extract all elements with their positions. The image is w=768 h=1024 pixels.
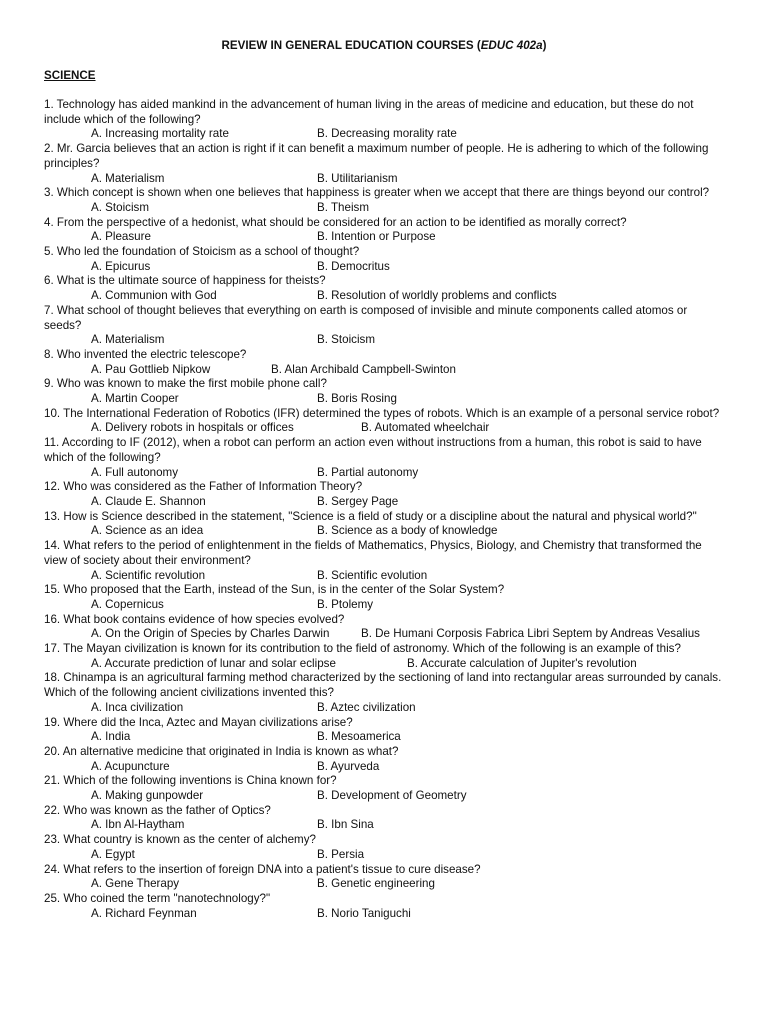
options-row <box>44 760 724 775</box>
title-text: REVIEW IN GENERAL EDUCATION COURSES ( <box>221 39 481 52</box>
section-heading: SCIENCE <box>44 69 96 82</box>
option-b: B. Theism <box>317 200 369 214</box>
option-b: B. Scientific evolution <box>317 568 428 582</box>
question-text: 2. Mr. Garcia believes that an action is right if it can benefit a maximum number of people. He is adhering to which of the following principles? <box>44 142 709 170</box>
question-item <box>44 274 724 303</box>
option-a: A. Science as an idea <box>91 524 204 538</box>
question-text: 13. How is Science described in the statement, "Science is a field of study or a discipline about the natural and physical world?" <box>44 509 697 523</box>
option-b: B. Resolution of worldly problems and conflicts <box>317 289 557 303</box>
options-row <box>44 392 724 407</box>
option-b: B. De Humani Corposis Fabrica Libri Septem by Andreas Vesalius <box>361 627 700 641</box>
options-row <box>44 730 724 745</box>
question-text: 23. What country is known as the center of alchemy? <box>44 833 316 847</box>
options-row <box>44 201 724 216</box>
option-b: B. Persia <box>317 847 365 861</box>
option-b: B. Boris Rosing <box>317 392 397 406</box>
options-row <box>44 172 724 187</box>
options-row <box>44 789 724 804</box>
question-list <box>44 98 724 921</box>
option-b: B. Norio Taniguchi <box>317 906 411 920</box>
question-text: 24. What refers to the insertion of foreign DNA into a patient's tissue to cure disease? <box>44 862 481 876</box>
options-row <box>44 495 724 510</box>
option-a: A. Egypt <box>91 847 135 861</box>
options-row <box>44 569 724 584</box>
option-b: B. Democritus <box>317 259 390 273</box>
option-b: B. Accurate calculation of Jupiter's revolution <box>407 656 637 670</box>
question-item <box>44 348 724 377</box>
question-text: 14. What refers to the period of enlightenment in the fields of Mathematics, Physics, Biology, and Chemistry that transformed the view of society about their environment? <box>44 539 702 567</box>
option-b: B. Development of Geometry <box>317 789 467 803</box>
option-b: B. Ibn Sina <box>317 818 374 832</box>
options-row <box>44 818 724 833</box>
option-b: B. Mesoamerica <box>317 730 401 744</box>
options-row <box>44 421 724 436</box>
question-text: 6. What is the ultimate source of happiness for theists? <box>44 274 326 288</box>
question-item <box>44 510 724 539</box>
question-text: 18. Chinampa is an agricultural farming method characterized by the sectioning of land into rectangular areas surrounded by canals. Which of the following ancient civilizations invented this? <box>44 671 722 700</box>
question-item <box>44 774 724 803</box>
options-row <box>44 333 724 348</box>
question-item <box>44 863 724 892</box>
option-a: A. Gene Therapy <box>91 877 180 891</box>
question-text: 22. Who was known as the father of Optics? <box>44 803 271 817</box>
options-row <box>44 230 724 245</box>
question-item <box>44 245 724 274</box>
question-item <box>44 642 724 671</box>
question-text: 19. Where did the Inca, Aztec and Mayan civilizations arise? <box>44 715 353 729</box>
options-row <box>44 260 724 275</box>
question-text: 3. Which concept is shown when one believes that happiness is greater when we accept that there are things beyond our control? <box>44 186 710 200</box>
options-row <box>44 848 724 863</box>
question-text: 1. Technology has aided mankind in the advancement of human living in the areas of medicine and education, but these do not include which of the following? <box>44 98 694 126</box>
question-text: 25. Who coined the term "nanotechnology?" <box>44 891 271 905</box>
question-item <box>44 436 724 480</box>
options-row <box>44 627 724 642</box>
option-a: A. Inca civilization <box>91 700 184 714</box>
options-row <box>44 466 724 481</box>
question-text: 16. What book contains evidence of how species evolved? <box>44 612 345 626</box>
option-b: B. Automated wheelchair <box>361 421 490 435</box>
options-row <box>44 657 724 672</box>
option-b: B. Utilitarianism <box>317 171 398 185</box>
question-item <box>44 613 724 642</box>
question-item <box>44 304 724 348</box>
options-row <box>44 127 724 142</box>
option-a: A. Richard Feynman <box>91 906 197 920</box>
question-text: 9. Who was known to make the first mobile phone call? <box>44 377 327 391</box>
document-title <box>44 38 724 53</box>
option-a: A. Communion with God <box>91 289 217 303</box>
question-item <box>44 98 724 142</box>
question-text: 7. What school of thought believes that everything on earth is composed of invisible and minute components called atomos or seeds? <box>44 303 688 332</box>
question-item <box>44 833 724 862</box>
question-text: 17. The Mayan civilization is known for its contribution to the field of astronomy. Which of the following is an example of this? <box>44 642 681 656</box>
option-a: A. Full autonomy <box>91 465 178 479</box>
option-b: B. Partial autonomy <box>317 465 419 479</box>
question-item <box>44 583 724 612</box>
option-b: B. Ptolemy <box>317 597 374 611</box>
option-a: A. Increasing mortality rate <box>91 127 229 141</box>
option-b: B. Intention or Purpose <box>317 230 436 244</box>
course-code: EDUC 402a <box>480 39 543 52</box>
question-text: 21. Which of the following inventions is China known for? <box>44 774 337 788</box>
option-a: A. Epicurus <box>91 259 151 273</box>
option-b: B. Alan Archibald Campbell-Swinton <box>271 362 456 376</box>
question-item <box>44 716 724 745</box>
options-row <box>44 877 724 892</box>
option-b: B. Decreasing morality rate <box>317 127 457 141</box>
title-close: ) <box>542 39 547 52</box>
option-a: A. Acupuncture <box>91 759 170 773</box>
question-item <box>44 407 724 436</box>
question-item <box>44 745 724 774</box>
question-text: 11. According to IF (2012), when a robot can perform an action even without instructions from a human, this robot is said to have which of the following? <box>44 436 702 464</box>
options-row <box>44 289 724 304</box>
options-row <box>44 701 724 716</box>
option-b: B. Genetic engineering <box>317 877 435 891</box>
question-text: 20. An alternative medicine that originated in India is known as what? <box>44 744 399 758</box>
option-a: A. Delivery robots in hospitals or offices <box>91 421 294 435</box>
question-item <box>44 892 724 921</box>
option-b: B. Stoicism <box>317 333 375 347</box>
option-a: A. Stoicism <box>91 200 149 214</box>
question-text: 15. Who proposed that the Earth, instead of the Sun, is in the center of the Solar System? <box>44 583 505 597</box>
question-text: 12. Who was considered as the Father of Information Theory? <box>44 480 363 494</box>
option-a: A. Scientific revolution <box>91 568 206 582</box>
question-item <box>44 671 724 715</box>
question-item <box>44 142 724 186</box>
question-item <box>44 539 724 583</box>
option-a: A. Pau Gottlieb Nipkow <box>91 362 211 376</box>
options-row <box>44 598 724 613</box>
option-a: A. Ibn Al-Haytham <box>91 818 185 832</box>
options-row <box>44 524 724 539</box>
option-a: A. Pleasure <box>91 230 151 244</box>
question-text: 4. From the perspective of a hedonist, what should be considered for an action to be identified as morally correct? <box>44 215 627 229</box>
option-b: B. Sergey Page <box>317 494 399 508</box>
option-b: B. Science as a body of knowledge <box>317 524 498 538</box>
options-row <box>44 363 724 378</box>
option-a: A. Materialism <box>91 171 165 185</box>
question-item <box>44 186 724 215</box>
option-a: A. Claude E. Shannon <box>91 494 206 508</box>
question-item <box>44 377 724 406</box>
option-b: B. Aztec civilization <box>317 700 416 714</box>
question-text: 5. Who led the foundation of Stoicism as a school of thought? <box>44 245 360 259</box>
option-a: A. Martin Cooper <box>91 392 179 406</box>
question-item <box>44 480 724 509</box>
question-item <box>44 216 724 245</box>
question-text: 10. The International Federation of Robotics (IFR) determined the types of robots. Which is an example of a personal service robot? <box>44 406 720 420</box>
option-a: A. On the Origin of Species by Charles Darwin <box>91 627 330 641</box>
options-row <box>44 907 724 922</box>
option-a: A. India <box>91 730 131 744</box>
option-a: A. Accurate prediction of lunar and solar eclipse <box>91 656 336 670</box>
option-a: A. Making gunpowder <box>91 789 204 803</box>
option-a: A. Copernicus <box>91 597 164 611</box>
question-text: 8. Who invented the electric telescope? <box>44 347 247 361</box>
question-item <box>44 804 724 833</box>
option-b: B. Ayurveda <box>317 759 380 773</box>
option-a: A. Materialism <box>91 333 165 347</box>
